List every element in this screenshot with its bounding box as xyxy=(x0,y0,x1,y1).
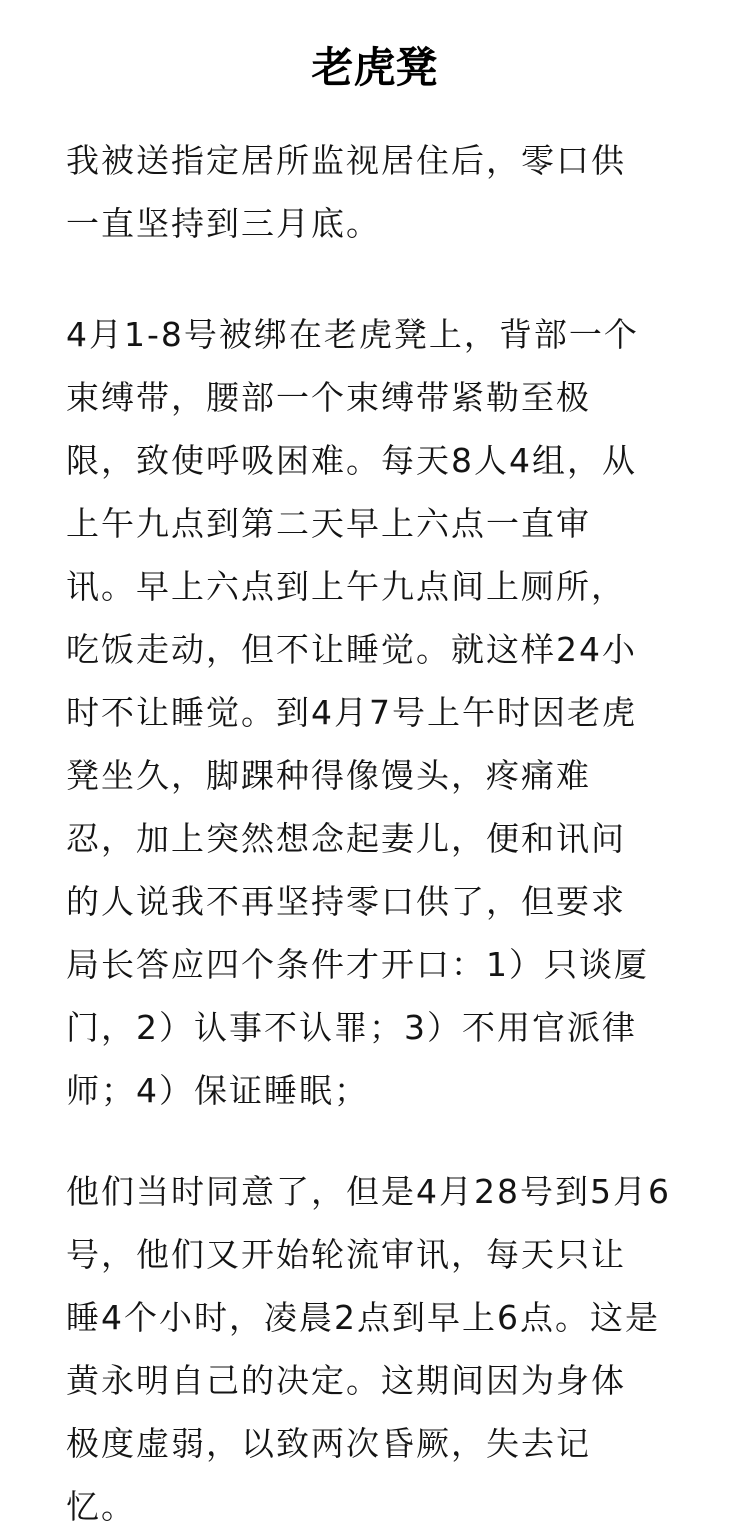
text-line: 忆。 xyxy=(66,1487,136,1526)
text-line: 忍，加上突然想念起妻儿，便和讯问 xyxy=(66,819,626,858)
text-line: 时不让睡觉。到4月7号上午时因老虎 xyxy=(66,693,637,732)
text-line: 极度虚弱，以致两次昏厥，失去记 xyxy=(66,1424,591,1463)
article-title: 老虎凳 xyxy=(311,43,438,93)
text-line: 号，他们又开始轮流审讯，每天只让 xyxy=(66,1235,626,1274)
text-line: 睡4个小时，凌晨2点到早上6点。这是 xyxy=(66,1298,660,1337)
paragraph-2 xyxy=(66,303,706,1122)
text-line: 他们当时同意了，但是4月28号到5月6 xyxy=(66,1172,671,1211)
text-line: 吃饭走动，但不让睡觉。就这样24小 xyxy=(66,630,637,669)
text-line: 我被送指定居所监视居住后，零口供 xyxy=(66,141,626,180)
text-line: 束缚带，腰部一个束缚带紧勒至极 xyxy=(66,378,591,417)
text-line: 讯。早上六点到上午九点间上厕所， xyxy=(66,567,626,606)
text-line: 黄永明自己的决定。这期间因为身体 xyxy=(66,1361,626,1400)
text-line: 4月1-8号被绑在老虎凳上，背部一个 xyxy=(66,315,639,354)
text-line: 的人说我不再坚持零口供了，但要求 xyxy=(66,882,626,921)
text-line: 一直坚持到三月底。 xyxy=(66,204,381,243)
text-line: 限，致使呼吸困难。每天8人4组，从 xyxy=(66,441,637,480)
text-line: 师；4）保证睡眠； xyxy=(66,1071,369,1110)
paragraph-3 xyxy=(66,1160,706,1538)
text-line: 凳坐久，脚踝种得像馒头，疼痛难 xyxy=(66,756,591,795)
text-line: 上午九点到第二天早上六点一直审 xyxy=(66,504,591,543)
paragraph-1 xyxy=(66,129,706,255)
text-line: 门，2）认事不认罪；3）不用官派律 xyxy=(66,1008,637,1047)
text-line: 局长答应四个条件才开口：1）只谈厦 xyxy=(66,945,649,984)
